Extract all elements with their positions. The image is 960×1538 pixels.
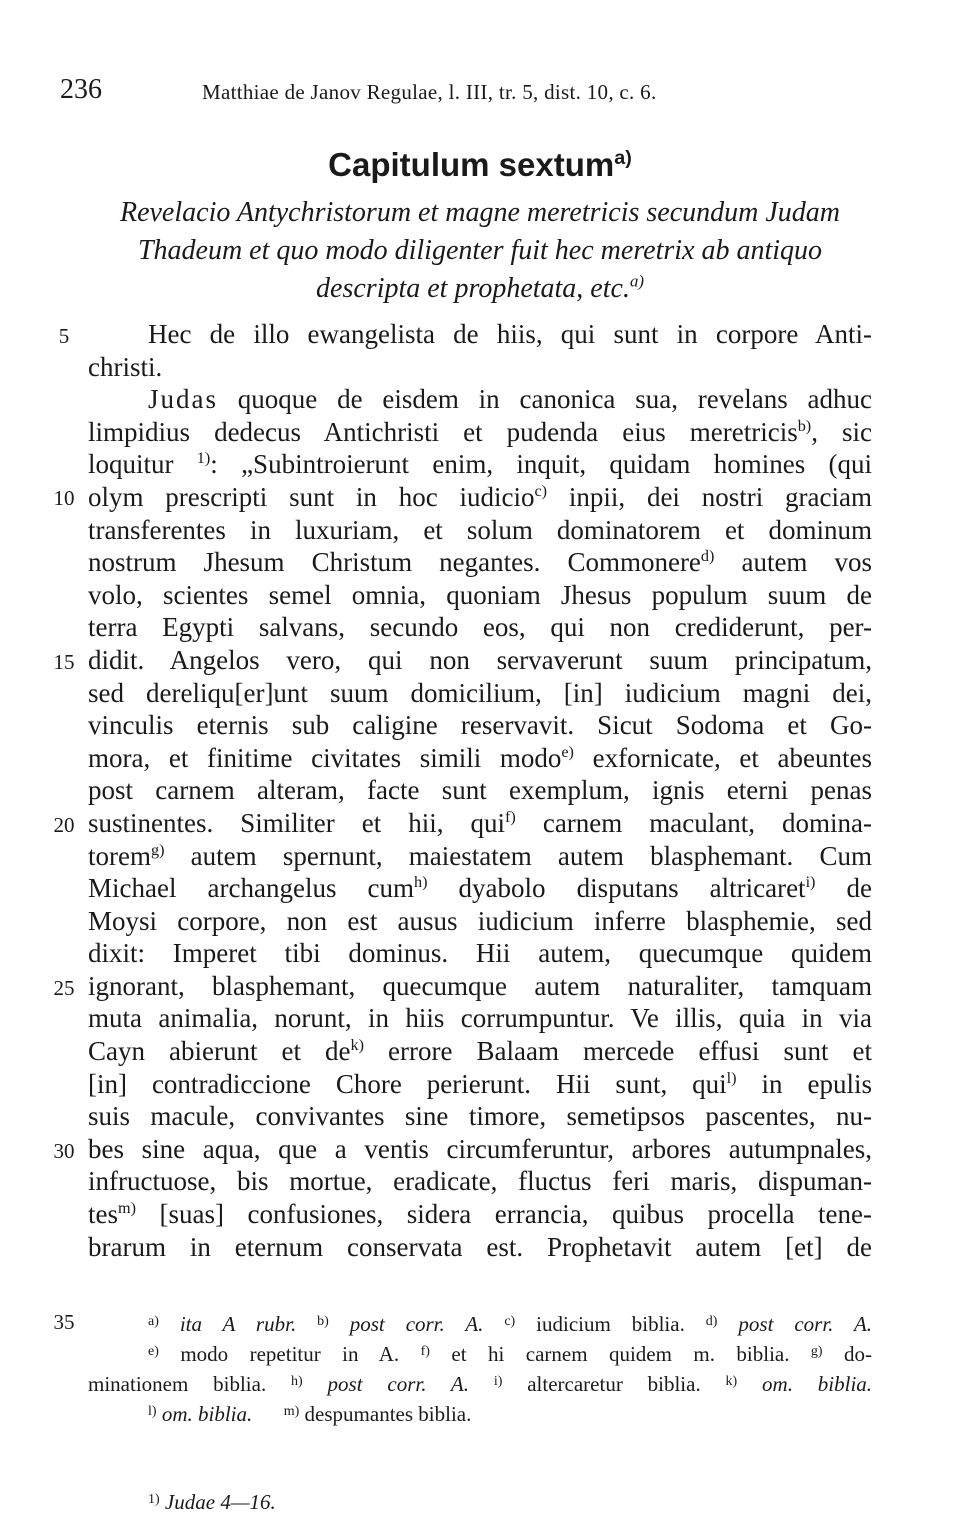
chapter-title-text: Capitulum sextum [328, 146, 615, 183]
footnote-m [284, 1402, 472, 1426]
text-span: [in] contradiccione Chore perierunt. Hii sunt, qui [88, 1068, 727, 1099]
reference-mark: 1) [196, 449, 211, 468]
text-line: ignorant, blasphemant, quecumque autem naturaliter, tamquam [88, 970, 872, 1001]
footnote-d [706, 1312, 872, 1336]
footnote-symbol: l) [148, 1404, 157, 1419]
footnote-line [88, 1308, 872, 1338]
footnote-text: altercaretur biblia. [527, 1372, 701, 1396]
footnote-mark: g) [150, 840, 165, 859]
text-span: , sic [811, 416, 872, 447]
text-span: sustinentes. Similiter et hii, qui [88, 807, 506, 838]
text-span: autem vos [714, 547, 872, 578]
critical-apparatus [88, 1308, 872, 1428]
footnote-mark: m) [118, 1199, 136, 1218]
footnote-text: post corr. A. [327, 1372, 469, 1396]
text-line [88, 448, 872, 481]
footnote-symbol: b) [317, 1314, 329, 1329]
line-number: 15 [53, 650, 75, 674]
text-line: suis macule, convivantes sine timore, semetipsos pascentes, nu- [88, 1101, 872, 1132]
running-header-title: Matthiae de Janov Regulae, l. III, tr. 5, dist. 10, c. 6. [202, 80, 657, 104]
text-span: de [815, 873, 872, 904]
text-span: in epulis [736, 1068, 872, 1099]
text-span: : „Subintroierunt enim, inquit, quidam homines (qui [210, 449, 872, 480]
footnote-symbol: h) [291, 1374, 303, 1389]
text-span: limpidius dedecus Antichristi et pudenda eius meretricis [88, 416, 798, 447]
footnote-text: iudicium biblia. [536, 1312, 685, 1336]
text-line: didit. Angelos vero, qui non servaverunt suum principatum, [88, 644, 872, 675]
footnote-e [148, 1342, 399, 1366]
footnote-symbol: g) [810, 1344, 823, 1359]
main-text [88, 318, 872, 1263]
text-line: dixit: Imperet tibi dominus. Hii autem, quecumque quidem [88, 938, 872, 969]
text-span: dyabolo disputans altricaret [427, 873, 806, 904]
subtitle-line-text: descripta et prophetata, etc. [316, 273, 630, 304]
text-line: infructuose, bis mortue, eradicate, fluctus feri maris, dispuman- [88, 1166, 872, 1197]
text-span: mora, et finitime civitates simili modo [88, 742, 562, 773]
text-line [88, 872, 872, 905]
text-span: carnem maculant, domina- [515, 807, 872, 838]
subtitle-line: Thadeum et quo modo diligenter fuit hec meretrix ab antiquo [137, 235, 823, 266]
text-span: autem spernunt, maiestatem autem blasphemant. Cum [164, 840, 872, 871]
footnote-text: despumantes biblia. [304, 1402, 472, 1426]
text-span: tes [88, 1199, 118, 1230]
footnote-symbol: f) [420, 1344, 430, 1359]
text-span: loquitur [88, 449, 197, 480]
footnote-text: post corr. A. [349, 1312, 484, 1336]
footnote-mark: c) [534, 481, 548, 500]
text-line: volo, scientes semel omnia, quoniam Jhesus populum suum de [88, 579, 872, 610]
footnote-k [726, 1372, 873, 1396]
text-span: [suas] confusiones, sidera errancia, quibus procella tene- [135, 1199, 872, 1230]
footnote-text: om. biblia. [762, 1372, 873, 1396]
subtitle-line: Revelacio Antychristorum et magne meretricis secundum Judam [119, 197, 841, 228]
text-line: brarum in eternum conservata est. Prophetavit autem [et] de [88, 1231, 872, 1262]
chapter-footnote-mark: a) [614, 147, 632, 169]
footnote-g [811, 1342, 872, 1366]
text-line [88, 840, 872, 873]
footnote-line [88, 1398, 872, 1428]
footnote-mark: d) [700, 547, 715, 566]
text-line: bes sine aqua, que a ventis circumferuntur, arbores autumpnales, [88, 1133, 872, 1164]
footnote-symbol: m) [283, 1404, 300, 1419]
footnote-line [88, 1368, 872, 1398]
chapter-title [0, 146, 960, 184]
footnote-mark: e) [561, 742, 574, 761]
line-number: 35 [53, 1310, 75, 1334]
line-number: 25 [53, 976, 75, 1000]
text-line [88, 1068, 872, 1101]
text-line: christi. [88, 351, 163, 382]
text-line [88, 481, 872, 514]
page-number: 236 [60, 74, 102, 105]
footnote-text: ita A rubr. [179, 1312, 297, 1336]
footnote-c [504, 1312, 685, 1336]
text-span: quoque de eisdem in canonica sua, revelans adhuc [218, 384, 872, 415]
footnote-symbol: k) [725, 1374, 738, 1389]
subtitle-line [88, 270, 872, 308]
text-span: nostrum Jhesum Christum negantes. Commonere [88, 547, 701, 578]
text-span: olym prescripti sunt in hoc iudicio [88, 481, 535, 512]
footnote-text: post corr. A. [738, 1312, 873, 1336]
source-reference-note [148, 1490, 276, 1515]
footnote-text: et hi carnem quidem m. biblia. [451, 1342, 790, 1366]
reference-text: Judae 4—16. [164, 1490, 276, 1514]
reference-symbol: 1) [148, 1492, 160, 1507]
text-line: transferentes in luxuriam, et solum dominatorem et dominum [88, 514, 872, 545]
footnote-text: modo repetitur in A. [180, 1342, 400, 1366]
footnote-mark: k) [350, 1036, 364, 1055]
text-line [88, 383, 872, 416]
footnote-text: minationem biblia. [88, 1372, 267, 1396]
spaced-name: Judas [148, 384, 218, 415]
chapter-subtitle [88, 194, 872, 308]
text-span: inpii, dei nostri graciam [547, 481, 873, 512]
footnote-symbol: e) [148, 1344, 159, 1359]
subtitle-footnote-mark: a) [629, 271, 644, 291]
text-line: terra Egypti salvans, secundo eos, qui non crediderunt, per- [88, 612, 872, 643]
footnote-text: do- [844, 1342, 873, 1366]
line-number: 10 [53, 486, 75, 510]
text-line: post carnem alteram, facte sunt exemplum, ignis eterni penas [88, 775, 872, 806]
text-line [88, 1035, 872, 1068]
footnote-symbol: d) [705, 1314, 718, 1329]
footnote-mark: i) [805, 873, 816, 892]
line-number: 20 [53, 813, 75, 837]
footnote-mark: h) [414, 873, 428, 892]
running-header [60, 72, 900, 112]
line-number: 30 [53, 1139, 75, 1163]
text-line: Moysi corpore, non est ausus iudicium inferre blasphemie, sed [88, 905, 872, 936]
text-line: sed dereliqu[er]unt suum domicilium, [in] iudicium magni dei, [88, 677, 872, 708]
text-span: Cayn abierunt et de [88, 1036, 351, 1067]
footnote-mark: l) [726, 1068, 737, 1087]
line-number: 5 [58, 324, 70, 348]
text-line [88, 1198, 872, 1231]
footnote-symbol: c) [504, 1314, 516, 1329]
footnote-mark: f) [505, 807, 516, 826]
footnote-line [88, 1338, 872, 1368]
footnote-b [317, 1312, 483, 1336]
text-span: torem [88, 840, 151, 871]
text-line: muta animalia, norunt, in hiis corrumpuntur. Ve illis, quia in via [88, 1003, 872, 1034]
text-line [88, 742, 872, 775]
text-line [88, 807, 872, 840]
text-line [88, 546, 872, 579]
footnote-mark: b) [797, 416, 812, 435]
text-span: errore Balaam mercede effusi sunt et [364, 1036, 872, 1067]
footnote-h [291, 1372, 469, 1396]
text-line: Hec de illo ewangelista de hiis, qui sunt in corpore Anti- [148, 319, 872, 349]
text-line: vinculis eternis sub caligine reservavit. Sicut Sodoma et Go- [88, 710, 872, 741]
footnote-a [148, 1312, 296, 1336]
text-line [88, 416, 872, 449]
footnote-f [421, 1342, 790, 1366]
footnote-symbol: a) [148, 1314, 159, 1329]
footnote-symbol: i) [493, 1374, 503, 1389]
footnote-text: om. biblia. [161, 1402, 253, 1426]
footnote-i [494, 1372, 701, 1396]
text-span: exfornicate, et abeuntes [573, 742, 872, 773]
text-span: Michael archangelus cum [88, 873, 414, 904]
footnote-l [148, 1402, 252, 1426]
